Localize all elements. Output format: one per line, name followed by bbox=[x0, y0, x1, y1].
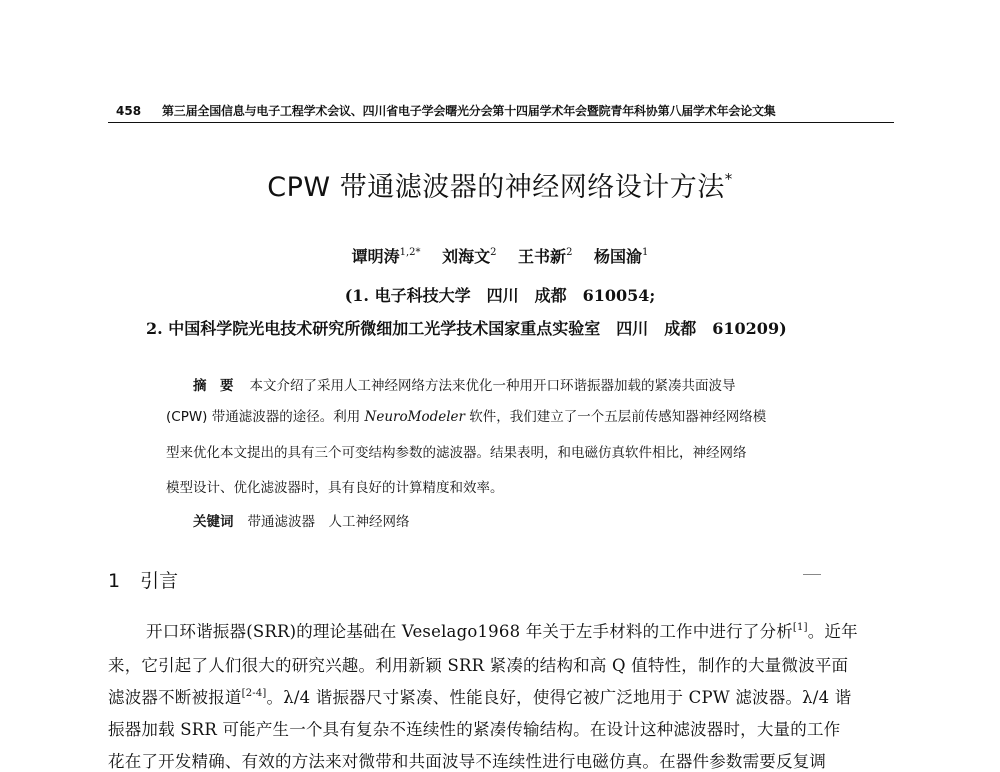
body-line-5: 花在了开发精确、有效的方法来对微带和共面波导不连续性进行电磁仿真。在器件参数需要反复调 bbox=[108, 752, 827, 771]
title-footnote-marker: * bbox=[724, 170, 733, 188]
body-line-1 bbox=[146, 618, 858, 642]
body-line-4: 振器加载 SRR 可能产生一个具有复杂不连续性的紧凑传输结构。在设计这种滤波器时，大量的工作 bbox=[108, 720, 841, 739]
section-heading bbox=[108, 566, 178, 593]
keywords-line bbox=[193, 512, 410, 532]
abstract-label: 摘 要 bbox=[193, 378, 234, 394]
affiliation-2: 2. 中国科学院光电技术研究所微细加工光学技术国家重点实验室 四川 成都 610209) bbox=[146, 319, 787, 338]
keywords-label: 关键词 bbox=[193, 514, 234, 530]
title-text: CPW 带通滤波器的神经网络设计方法 bbox=[267, 172, 725, 203]
abstract-line-3: 型来优化本文提出的具有三个可变结构参数的滤波器。结果表明，和电磁仿真软件相比，神经网络 bbox=[166, 445, 747, 461]
author bbox=[442, 247, 496, 266]
affiliation-1: (1. 电子科技大学 四川 成都 610054; bbox=[344, 286, 656, 305]
author bbox=[352, 247, 421, 266]
keywords-text: 带通滤波器 人工神经网络 bbox=[247, 514, 410, 530]
author bbox=[594, 247, 648, 266]
abstract-line-2 bbox=[166, 407, 766, 427]
author-name: 刘海文 bbox=[442, 247, 491, 266]
abstract-text: 软件，我们建立了一个五层前传感知器神经网络模 bbox=[464, 409, 767, 425]
running-title: 第三届全国信息与电子工程学术会议、四川省电子学会曙光分会第十四届学术年会暨院青年科协第八届学术年会论文集 bbox=[162, 104, 776, 118]
body-text: 滤波器不断被报道 bbox=[108, 688, 242, 707]
page-number: 458 bbox=[116, 104, 142, 118]
citation: [2-4] bbox=[241, 688, 267, 699]
scan-artifact bbox=[803, 574, 821, 575]
author-affiliation-marker: 1,2* bbox=[399, 247, 421, 258]
paper-title bbox=[0, 165, 1000, 204]
body-text: 。近年 bbox=[807, 622, 858, 641]
body-text: 。λ/4 谐振器尺寸紧凑、性能良好，使得它被广泛地用于 CPW 滤波器。λ/4 谐 bbox=[266, 688, 852, 707]
author-list bbox=[0, 244, 1000, 267]
author-name: 谭明涛 bbox=[351, 247, 400, 266]
body-line-2: 来，它引起了人们很大的研究兴趣。利用新颖 SRR 紧凑的结构和高 Q 值特性，制作的大量微波平面 bbox=[108, 656, 849, 675]
abstract-line-4: 模型设计、优化滤波器时，具有良好的计算精度和效率。 bbox=[166, 480, 504, 496]
section-title: 引言 bbox=[140, 570, 179, 592]
abstract-text: (CPW) 带通滤波器的途径。利用 bbox=[166, 409, 365, 425]
author-affiliation-marker: 2 bbox=[490, 247, 497, 258]
author-name: 王书新 bbox=[518, 247, 567, 266]
section-number: 1 bbox=[108, 570, 121, 592]
software-name: NeuroModeler bbox=[364, 409, 465, 425]
abstract-text: 本文介绍了采用人工神经网络方法来优化一种用开口环谐振器加载的紧凑共面波导 bbox=[249, 378, 736, 394]
running-header bbox=[108, 100, 894, 123]
author-affiliation-marker: 2 bbox=[566, 247, 573, 258]
body-text: 开口环谐振器(SRR)的理论基础在 Veselago1968 年关于左手材料的工作中进行了分析 bbox=[146, 622, 793, 641]
author bbox=[518, 247, 572, 266]
body-line-3 bbox=[108, 684, 851, 708]
citation: [1] bbox=[792, 622, 808, 633]
abstract-line-1 bbox=[193, 376, 736, 396]
author-affiliation-marker: 1 bbox=[642, 247, 649, 258]
author-name: 杨国渝 bbox=[594, 247, 643, 266]
